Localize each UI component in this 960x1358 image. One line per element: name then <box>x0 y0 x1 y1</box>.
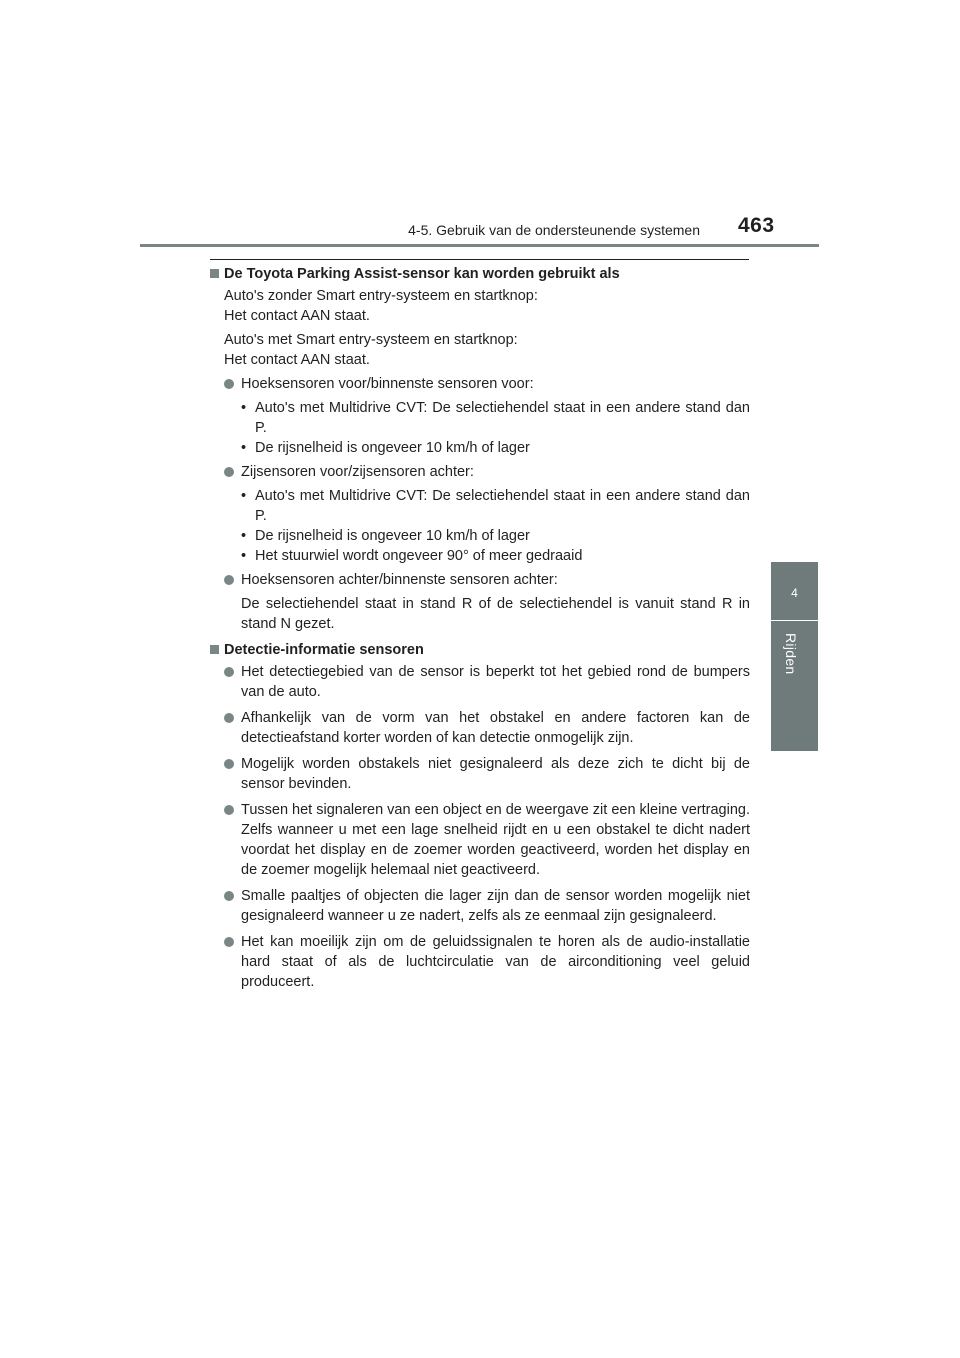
paragraph <box>210 286 750 326</box>
bullet-item <box>210 886 750 926</box>
sub-list <box>241 398 750 458</box>
bullet-item <box>210 754 750 794</box>
paragraph-line: Auto's met Smart entry-systeem en startknop: <box>224 332 518 348</box>
square-bullet-icon <box>210 269 219 278</box>
sub-list-item: • Het stuurwiel wordt ongeveer 90° of meer gedraaid <box>241 548 583 564</box>
square-bullet-icon <box>210 645 219 654</box>
bullet-item <box>210 662 750 702</box>
bullet-text: Zijsensoren voor/zijsensoren achter: <box>241 464 474 480</box>
bullet-text: Het kan moeilijk zijn om de geluidssignalen te horen als de audio-installatie hard staat of als de luchtcirculatie van de airconditioning veel geluid produceert. <box>241 934 750 990</box>
bullet-detail: De selectiehendel staat in stand R of de selectiehendel is vanuit stand R in stand N gezet. <box>241 596 750 632</box>
paragraph-line: Het contact AAN staat. <box>224 352 370 368</box>
header-rule <box>140 244 819 247</box>
paragraph <box>210 330 750 370</box>
sub-list-item: • De rijsnelheid is ongeveer 10 km/h of lager <box>241 528 530 544</box>
bullet-text: Hoeksensoren achter/binnenste sensoren achter: <box>241 572 558 588</box>
round-bullet-icon <box>224 667 234 677</box>
section-heading <box>210 640 750 660</box>
section-heading-text: Detectie-informatie sensoren <box>224 642 424 658</box>
paragraph-line: Auto's zonder Smart entry-systeem en startknop: <box>224 288 538 304</box>
round-bullet-icon <box>224 467 234 477</box>
bullet-item <box>210 932 750 992</box>
round-bullet-icon <box>224 805 234 815</box>
running-header-title: 4-5. Gebruik van de ondersteunende systemen <box>408 222 700 238</box>
sub-list <box>241 486 750 566</box>
bullet-item <box>210 800 750 880</box>
page-number: 463 <box>738 214 775 237</box>
bullet-item <box>210 570 750 590</box>
sub-list-item: • Auto's met Multidrive CVT: De selectiehendel staat in een andere stand dan P. <box>241 488 750 524</box>
section-divider <box>210 259 749 260</box>
page-content <box>210 264 750 994</box>
round-bullet-icon <box>224 379 234 389</box>
chapter-label-text: Rijden <box>783 633 799 675</box>
round-bullet-icon <box>224 575 234 585</box>
bullet-item <box>210 374 750 394</box>
bullet-item <box>210 462 750 482</box>
round-bullet-icon <box>224 713 234 723</box>
section-heading-text: De Toyota Parking Assist-sensor kan worden gebruikt als <box>224 266 620 282</box>
section-heading <box>210 264 750 284</box>
sub-list-item: • Auto's met Multidrive CVT: De selectiehendel staat in een andere stand dan P. <box>241 400 750 436</box>
bullet-text: Het detectiegebied van de sensor is beperkt tot het gebied rond de bumpers van de auto. <box>241 664 750 700</box>
round-bullet-icon <box>224 891 234 901</box>
bullet-text: Smalle paaltjes of objecten die lager zijn dan de sensor worden mogelijk niet gesignaleerd wanneer u ze nadert, zelfs als ze eenmaal zijn gesignaleerd. <box>241 888 750 924</box>
bullet-text: Mogelijk worden obstakels niet gesignaleerd als deze zich te dicht bij de sensor bevinden. <box>241 756 750 792</box>
chapter-tab-number: 4 <box>771 562 818 620</box>
sub-list-item: • De rijsnelheid is ongeveer 10 km/h of lager <box>241 440 530 456</box>
round-bullet-icon <box>224 937 234 947</box>
chapter-tab-label <box>771 621 818 751</box>
bullet-item <box>210 708 750 748</box>
paragraph-line: Het contact AAN staat. <box>224 308 370 324</box>
round-bullet-icon <box>224 759 234 769</box>
bullet-text: Hoeksensoren voor/binnenste sensoren voor: <box>241 376 534 392</box>
bullet-text: Afhankelijk van de vorm van het obstakel en andere factoren kan de detectieafstand korter worden of kan detectie onmogelijk zijn. <box>241 710 750 746</box>
bullet-text: Tussen het signaleren van een object en de weergave zit een kleine vertraging. Zelfs wanneer u met een lage snelheid rijdt en u een obstakel te dicht nadert voordat het display en de zoemer worden geactiveerd, worden het display en de zoemer mogelijk helemaal niet geactiveerd. <box>241 802 750 878</box>
